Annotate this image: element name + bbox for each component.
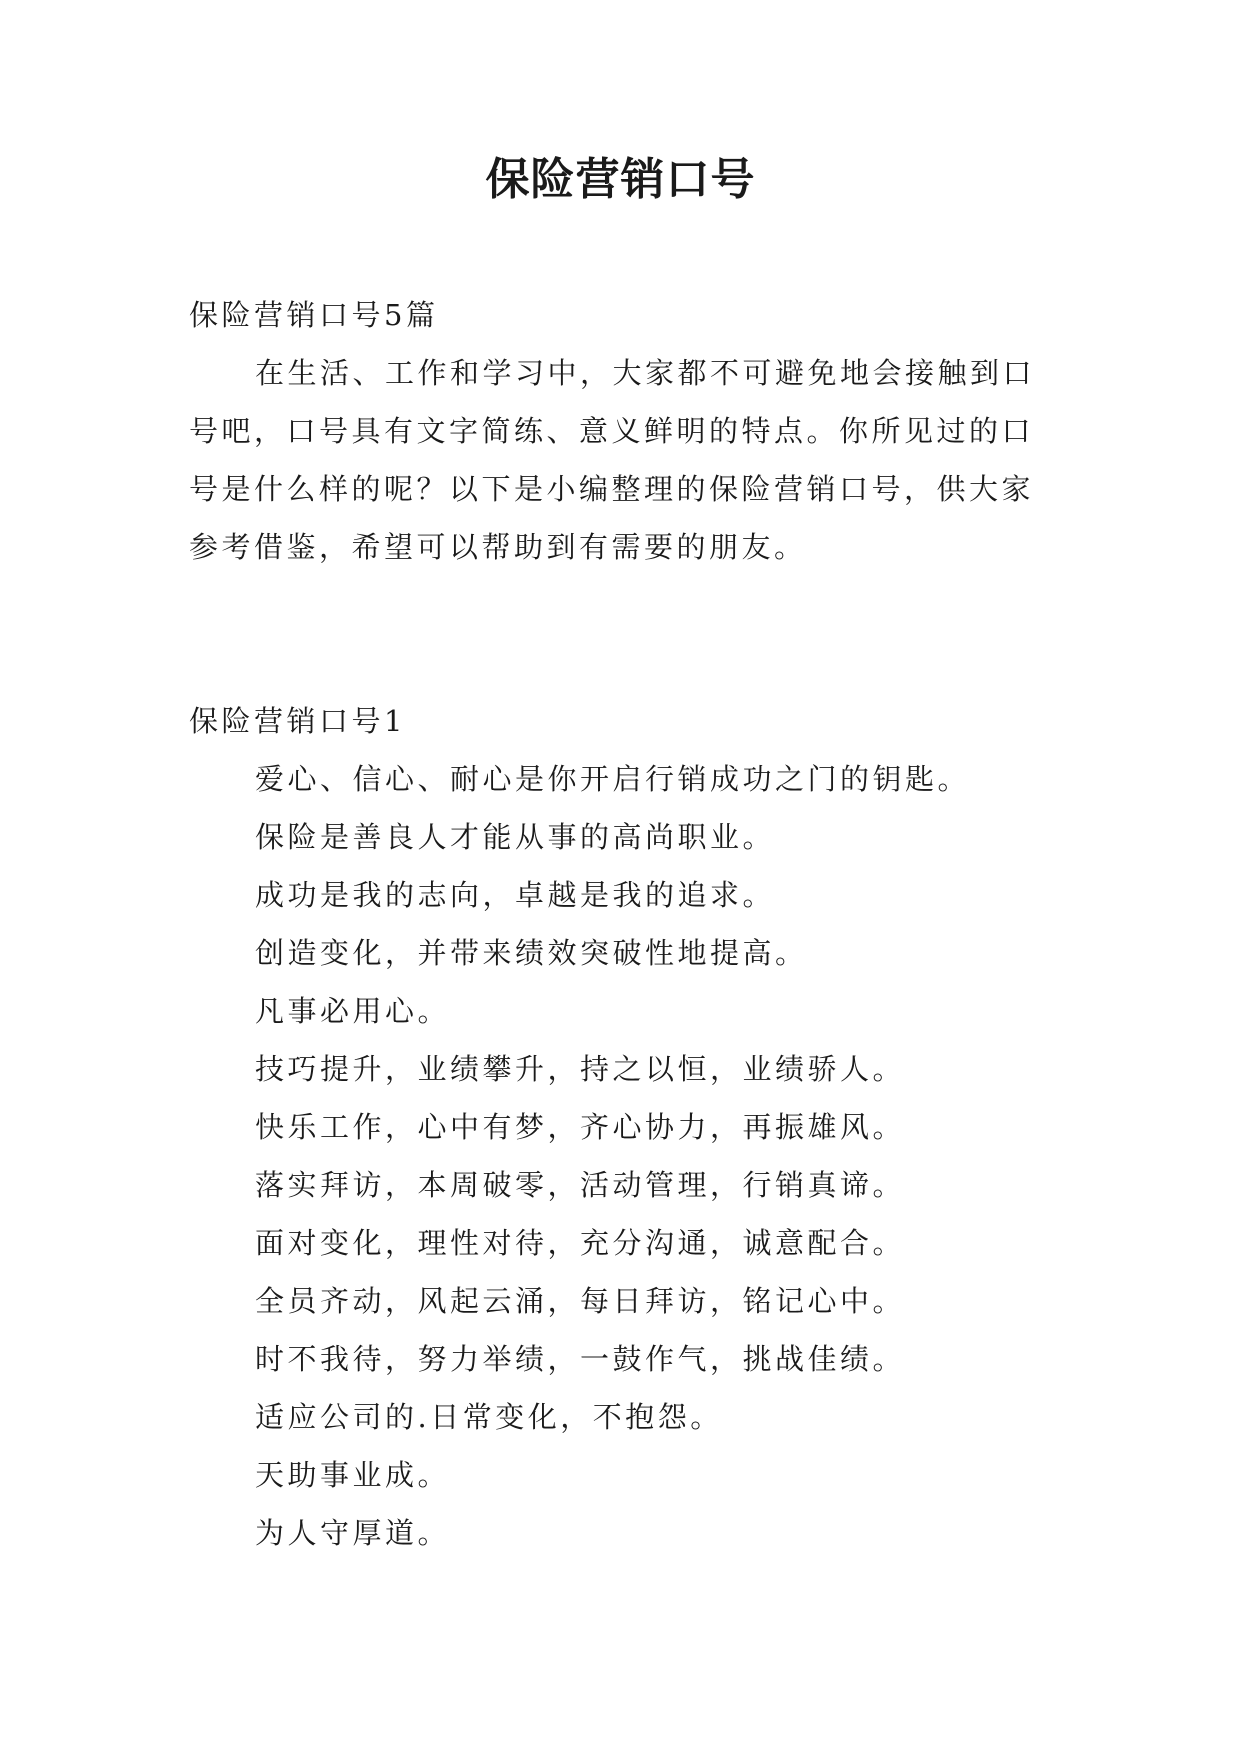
slogan-item: 爱心、信心、耐心是你开启行销成功之门的钥匙。 xyxy=(255,762,971,796)
slogan-item: 快乐工作，心中有梦，齐心协力，再振雄风。 xyxy=(255,1110,906,1144)
section-heading: 保险营销口号1 xyxy=(189,704,406,738)
slogan-item: 适应公司的.日常变化，不抱怨。 xyxy=(255,1400,723,1434)
slogan-item: 时不我待，努力举绩，一鼓作气，挑战佳绩。 xyxy=(255,1342,906,1376)
slogan-item: 落实拜访，本周破零，活动管理，行销真谛。 xyxy=(255,1168,906,1202)
section-spacer xyxy=(189,576,1059,692)
document-body xyxy=(189,286,1059,1562)
document-subtitle: 保险营销口号5篇 xyxy=(189,298,439,332)
slogan-item: 面对变化，理性对待，充分沟通，诚意配合。 xyxy=(255,1226,906,1260)
slogan-item: 成功是我的志向，卓越是我的追求。 xyxy=(255,878,776,912)
slogan-item: 天助事业成。 xyxy=(255,1458,451,1492)
slogan-item: 全员齐动，风起云涌，每日拜访，铭记心中。 xyxy=(255,1284,906,1318)
slogan-item: 技巧提升，业绩攀升，持之以恒，业绩骄人。 xyxy=(255,1052,906,1086)
intro-paragraph: 在生活、工作和学习中，大家都不可避免地会接触到口号吧，口号具有文字简练、意义鲜明的特点。你所见过的口号是什么样的呢？以下是小编整理的保险营销口号，供大家参考借鉴，希望可以帮助到有需要的朋友。 xyxy=(189,356,1036,564)
slogan-item: 为人守厚道。 xyxy=(255,1516,451,1550)
slogan-item: 凡事必用心。 xyxy=(255,994,451,1028)
slogan-item: 创造变化，并带来绩效突破性地提高。 xyxy=(255,936,808,970)
document-title: 保险营销口号 xyxy=(485,154,756,205)
slogan-item: 保险是善良人才能从事的高尚职业。 xyxy=(255,820,776,854)
